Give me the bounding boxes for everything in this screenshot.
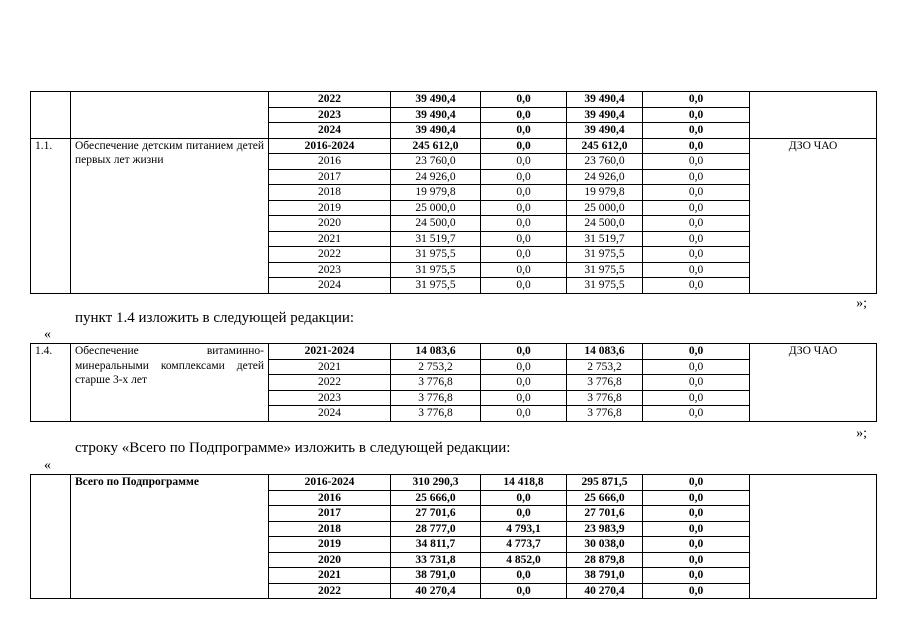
paragraph-edit-1-4: пункт 1.4 изложить в следующей редакции:: [75, 310, 355, 326]
year-cell: 2019: [269, 200, 391, 216]
year-cell: 2022: [269, 92, 391, 108]
district-budget-cell: 19 979,8: [567, 185, 643, 201]
federal-budget-cell: 0,0: [481, 138, 567, 154]
other-sources-cell: 0,0: [643, 344, 750, 360]
executor-cell: ДЗО ЧАО: [750, 344, 877, 422]
district-budget-cell: 40 270,4: [567, 583, 643, 599]
table-row: [31, 92, 877, 108]
table-row: [31, 344, 877, 360]
total-amount-cell: 31 519,7: [391, 231, 481, 247]
other-sources-cell: 0,0: [643, 185, 750, 201]
year-cell: 2016-2024: [269, 475, 391, 491]
total-amount-cell: 31 975,5: [391, 262, 481, 278]
item-number-cell: 1.1.: [31, 138, 71, 293]
total-amount-cell: 27 701,6: [391, 506, 481, 522]
item-name-cell: Всего по Подпрограмме: [71, 475, 269, 599]
total-amount-cell: 3 776,8: [391, 375, 481, 391]
total-amount-cell: 3 776,8: [391, 406, 481, 422]
federal-budget-cell: 0,0: [481, 200, 567, 216]
district-budget-cell: 28 879,8: [567, 552, 643, 568]
district-budget-cell: 38 791,0: [567, 568, 643, 584]
district-budget-cell: 30 038,0: [567, 537, 643, 553]
total-amount-cell: 31 975,5: [391, 247, 481, 263]
district-budget-cell: 39 490,4: [567, 107, 643, 123]
subprogram-table-part-3: [30, 474, 877, 599]
closing-quote: »;: [856, 426, 867, 441]
item-number-cell: [31, 475, 71, 599]
district-budget-cell: 3 776,8: [567, 406, 643, 422]
other-sources-cell: 0,0: [643, 231, 750, 247]
total-amount-cell: 33 731,8: [391, 552, 481, 568]
federal-budget-cell: 4 793,1: [481, 521, 567, 537]
federal-budget-cell: 0,0: [481, 390, 567, 406]
other-sources-cell: 0,0: [643, 278, 750, 294]
federal-budget-cell: 0,0: [481, 278, 567, 294]
other-sources-cell: 0,0: [643, 521, 750, 537]
opening-quote: «: [44, 458, 51, 473]
year-cell: 2017: [269, 169, 391, 185]
district-budget-cell: 31 975,5: [567, 278, 643, 294]
total-amount-cell: 24 926,0: [391, 169, 481, 185]
year-cell: 2021: [269, 568, 391, 584]
other-sources-cell: 0,0: [643, 169, 750, 185]
opening-quote: «: [44, 327, 51, 342]
district-budget-cell: 2 753,2: [567, 359, 643, 375]
other-sources-cell: 0,0: [643, 390, 750, 406]
district-budget-cell: 25 000,0: [567, 200, 643, 216]
other-sources-cell: 0,0: [643, 583, 750, 599]
other-sources-cell: 0,0: [643, 375, 750, 391]
district-budget-cell: 24 926,0: [567, 169, 643, 185]
table-row: [31, 138, 877, 154]
other-sources-cell: 0,0: [643, 406, 750, 422]
total-amount-cell: 25 000,0: [391, 200, 481, 216]
federal-budget-cell: 0,0: [481, 169, 567, 185]
paragraph-edit-total: строку «Всего по Подпрограмме» изложить в следующей редакции:: [75, 440, 511, 456]
year-cell: 2019: [269, 537, 391, 553]
total-amount-cell: 25 666,0: [391, 490, 481, 506]
total-amount-cell: 24 500,0: [391, 216, 481, 232]
subprogram-table-part-2: [30, 343, 877, 422]
item-name-cell: Обеспечение витаминно-минеральными комплексами детей старше 3-х лет: [71, 344, 269, 422]
item-number-cell: 1.4.: [31, 344, 71, 422]
federal-budget-cell: 4 773,7: [481, 537, 567, 553]
year-cell: 2016: [269, 490, 391, 506]
district-budget-cell: 295 871,5: [567, 475, 643, 491]
district-budget-cell: 245 612,0: [567, 138, 643, 154]
year-cell: 2022: [269, 247, 391, 263]
year-cell: 2024: [269, 123, 391, 139]
district-budget-cell: 31 975,5: [567, 247, 643, 263]
item-number-cell: [31, 92, 71, 139]
federal-budget-cell: 0,0: [481, 506, 567, 522]
executor-cell: [750, 475, 877, 599]
other-sources-cell: 0,0: [643, 92, 750, 108]
district-budget-cell: 3 776,8: [567, 390, 643, 406]
other-sources-cell: 0,0: [643, 154, 750, 170]
year-cell: 2024: [269, 406, 391, 422]
total-amount-cell: 31 975,5: [391, 278, 481, 294]
table-row: [31, 475, 877, 491]
other-sources-cell: 0,0: [643, 123, 750, 139]
other-sources-cell: 0,0: [643, 138, 750, 154]
district-budget-cell: 24 500,0: [567, 216, 643, 232]
federal-budget-cell: 0,0: [481, 359, 567, 375]
total-amount-cell: 38 791,0: [391, 568, 481, 584]
year-cell: 2021: [269, 231, 391, 247]
closing-quote: »;: [856, 296, 867, 311]
total-amount-cell: 23 760,0: [391, 154, 481, 170]
district-budget-cell: 25 666,0: [567, 490, 643, 506]
district-budget-cell: 39 490,4: [567, 92, 643, 108]
federal-budget-cell: 0,0: [481, 154, 567, 170]
federal-budget-cell: 14 418,8: [481, 475, 567, 491]
year-cell: 2022: [269, 375, 391, 391]
district-budget-cell: 3 776,8: [567, 375, 643, 391]
federal-budget-cell: 0,0: [481, 375, 567, 391]
other-sources-cell: 0,0: [643, 506, 750, 522]
year-cell: 2023: [269, 107, 391, 123]
federal-budget-cell: 0,0: [481, 92, 567, 108]
federal-budget-cell: 0,0: [481, 216, 567, 232]
total-amount-cell: 310 290,3: [391, 475, 481, 491]
total-amount-cell: 39 490,4: [391, 123, 481, 139]
district-budget-cell: 14 083,6: [567, 344, 643, 360]
federal-budget-cell: 0,0: [481, 107, 567, 123]
federal-budget-cell: 0,0: [481, 568, 567, 584]
district-budget-cell: 31 519,7: [567, 231, 643, 247]
federal-budget-cell: 0,0: [481, 247, 567, 263]
total-amount-cell: 39 490,4: [391, 107, 481, 123]
total-amount-cell: 19 979,8: [391, 185, 481, 201]
federal-budget-cell: 0,0: [481, 583, 567, 599]
year-cell: 2018: [269, 521, 391, 537]
year-cell: 2024: [269, 278, 391, 294]
year-cell: 2017: [269, 506, 391, 522]
total-amount-cell: 2 753,2: [391, 359, 481, 375]
other-sources-cell: 0,0: [643, 200, 750, 216]
item-name-cell: Обеспечение детским питанием детей первых лет жизни: [71, 138, 269, 293]
district-budget-cell: 31 975,5: [567, 262, 643, 278]
district-budget-cell: 23 760,0: [567, 154, 643, 170]
other-sources-cell: 0,0: [643, 247, 750, 263]
other-sources-cell: 0,0: [643, 262, 750, 278]
federal-budget-cell: 0,0: [481, 406, 567, 422]
federal-budget-cell: 0,0: [481, 262, 567, 278]
district-budget-cell: 27 701,6: [567, 506, 643, 522]
year-cell: 2020: [269, 216, 391, 232]
year-cell: 2021-2024: [269, 344, 391, 360]
other-sources-cell: 0,0: [643, 490, 750, 506]
other-sources-cell: 0,0: [643, 216, 750, 232]
federal-budget-cell: 0,0: [481, 344, 567, 360]
total-amount-cell: 245 612,0: [391, 138, 481, 154]
executor-cell: ДЗО ЧАО: [750, 138, 877, 293]
total-amount-cell: 14 083,6: [391, 344, 481, 360]
other-sources-cell: 0,0: [643, 475, 750, 491]
subprogram-table-part-1: [30, 91, 877, 294]
year-cell: 2023: [269, 390, 391, 406]
other-sources-cell: 0,0: [643, 537, 750, 553]
total-amount-cell: 28 777,0: [391, 521, 481, 537]
federal-budget-cell: 0,0: [481, 123, 567, 139]
other-sources-cell: 0,0: [643, 568, 750, 584]
federal-budget-cell: 0,0: [481, 231, 567, 247]
federal-budget-cell: 4 852,0: [481, 552, 567, 568]
total-amount-cell: 39 490,4: [391, 92, 481, 108]
year-cell: 2021: [269, 359, 391, 375]
year-cell: 2016-2024: [269, 138, 391, 154]
total-amount-cell: 3 776,8: [391, 390, 481, 406]
year-cell: 2020: [269, 552, 391, 568]
other-sources-cell: 0,0: [643, 107, 750, 123]
year-cell: 2016: [269, 154, 391, 170]
district-budget-cell: 23 983,9: [567, 521, 643, 537]
federal-budget-cell: 0,0: [481, 490, 567, 506]
federal-budget-cell: 0,0: [481, 185, 567, 201]
other-sources-cell: 0,0: [643, 359, 750, 375]
year-cell: 2018: [269, 185, 391, 201]
total-amount-cell: 40 270,4: [391, 583, 481, 599]
total-amount-cell: 34 811,7: [391, 537, 481, 553]
executor-cell: [750, 92, 877, 139]
item-name-cell: [71, 92, 269, 139]
other-sources-cell: 0,0: [643, 552, 750, 568]
year-cell: 2022: [269, 583, 391, 599]
district-budget-cell: 39 490,4: [567, 123, 643, 139]
year-cell: 2023: [269, 262, 391, 278]
